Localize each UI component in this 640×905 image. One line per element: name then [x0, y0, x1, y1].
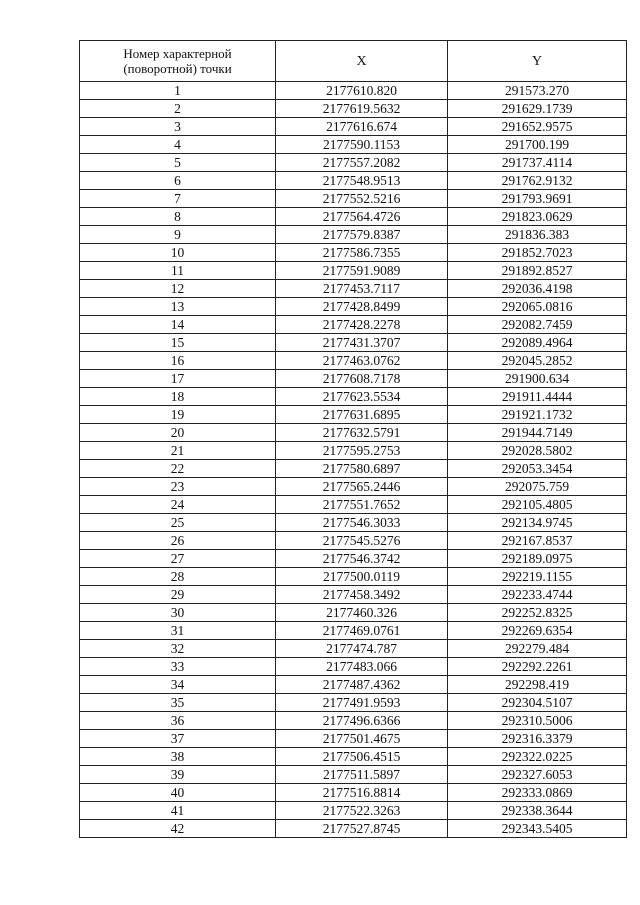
x-coordinate-cell: 2177608.7178 — [276, 370, 448, 388]
y-coordinate-cell: 292028.5802 — [448, 442, 627, 460]
point-number-cell: 31 — [80, 622, 276, 640]
table-row — [80, 100, 627, 118]
point-number-cell: 19 — [80, 406, 276, 424]
y-coordinate-cell: 292338.3644 — [448, 802, 627, 820]
table-row — [80, 172, 627, 190]
table-row — [80, 226, 627, 244]
x-coordinate-cell: 2177551.7652 — [276, 496, 448, 514]
y-coordinate-cell: 292316.3379 — [448, 730, 627, 748]
table-row — [80, 460, 627, 478]
y-coordinate-cell: 292298.419 — [448, 676, 627, 694]
table-row — [80, 640, 627, 658]
y-coordinate-cell: 292089.4964 — [448, 334, 627, 352]
y-coordinate-cell: 292252.8325 — [448, 604, 627, 622]
header-point-line1: Номер характерной — [123, 46, 232, 61]
y-coordinate-cell: 292327.6053 — [448, 766, 627, 784]
y-coordinate-cell: 292189.0975 — [448, 550, 627, 568]
x-coordinate-cell: 2177546.3742 — [276, 550, 448, 568]
x-coordinate-cell: 2177616.674 — [276, 118, 448, 136]
table-row — [80, 676, 627, 694]
x-coordinate-cell: 2177506.4515 — [276, 748, 448, 766]
y-coordinate-cell: 292053.3454 — [448, 460, 627, 478]
y-coordinate-cell: 291762.9132 — [448, 172, 627, 190]
x-coordinate-cell: 2177545.5276 — [276, 532, 448, 550]
y-coordinate-cell: 291836.383 — [448, 226, 627, 244]
point-number-cell: 12 — [80, 280, 276, 298]
y-coordinate-cell: 292310.5006 — [448, 712, 627, 730]
table-row — [80, 154, 627, 172]
x-coordinate-cell: 2177522.3263 — [276, 802, 448, 820]
x-coordinate-cell: 2177496.6366 — [276, 712, 448, 730]
x-coordinate-cell: 2177431.3707 — [276, 334, 448, 352]
x-coordinate-cell: 2177474.787 — [276, 640, 448, 658]
header-x: X — [276, 41, 448, 82]
y-coordinate-cell: 292219.1155 — [448, 568, 627, 586]
table-row — [80, 622, 627, 640]
point-number-cell: 8 — [80, 208, 276, 226]
point-number-cell: 25 — [80, 514, 276, 532]
point-number-cell: 34 — [80, 676, 276, 694]
table-body — [80, 82, 627, 838]
x-coordinate-cell: 2177527.8745 — [276, 820, 448, 838]
x-coordinate-cell: 2177487.4362 — [276, 676, 448, 694]
y-coordinate-cell: 292269.6354 — [448, 622, 627, 640]
y-coordinate-cell: 291892.8527 — [448, 262, 627, 280]
table-row — [80, 658, 627, 676]
x-coordinate-cell: 2177632.5791 — [276, 424, 448, 442]
point-number-cell: 21 — [80, 442, 276, 460]
y-coordinate-cell: 291823.0629 — [448, 208, 627, 226]
table-row — [80, 568, 627, 586]
point-number-cell: 39 — [80, 766, 276, 784]
point-number-cell: 40 — [80, 784, 276, 802]
table-row — [80, 208, 627, 226]
table-row — [80, 514, 627, 532]
x-coordinate-cell: 2177469.0761 — [276, 622, 448, 640]
point-number-cell: 18 — [80, 388, 276, 406]
x-coordinate-cell: 2177595.2753 — [276, 442, 448, 460]
table-row — [80, 442, 627, 460]
table-row — [80, 370, 627, 388]
y-coordinate-cell: 291944.7149 — [448, 424, 627, 442]
x-coordinate-cell: 2177460.326 — [276, 604, 448, 622]
point-number-cell: 17 — [80, 370, 276, 388]
y-coordinate-cell: 291852.7023 — [448, 244, 627, 262]
table-row — [80, 802, 627, 820]
x-coordinate-cell: 2177483.066 — [276, 658, 448, 676]
coordinates-table — [79, 40, 627, 838]
table-row — [80, 82, 627, 100]
x-coordinate-cell: 2177623.5534 — [276, 388, 448, 406]
x-coordinate-cell: 2177565.2446 — [276, 478, 448, 496]
point-number-cell: 37 — [80, 730, 276, 748]
x-coordinate-cell: 2177579.8387 — [276, 226, 448, 244]
point-number-cell: 32 — [80, 640, 276, 658]
x-coordinate-cell: 2177590.1153 — [276, 136, 448, 154]
table-row — [80, 496, 627, 514]
point-number-cell: 28 — [80, 568, 276, 586]
y-coordinate-cell: 292075.759 — [448, 478, 627, 496]
y-coordinate-cell: 292105.4805 — [448, 496, 627, 514]
table-row — [80, 190, 627, 208]
y-coordinate-cell: 291629.1739 — [448, 100, 627, 118]
y-coordinate-cell: 291911.4444 — [448, 388, 627, 406]
y-coordinate-cell: 292322.0225 — [448, 748, 627, 766]
y-coordinate-cell: 292333.0869 — [448, 784, 627, 802]
point-number-cell: 36 — [80, 712, 276, 730]
table-row — [80, 334, 627, 352]
point-number-cell: 16 — [80, 352, 276, 370]
point-number-cell: 33 — [80, 658, 276, 676]
table-row — [80, 298, 627, 316]
table-row — [80, 424, 627, 442]
y-coordinate-cell: 292082.7459 — [448, 316, 627, 334]
x-coordinate-cell: 2177428.2278 — [276, 316, 448, 334]
x-coordinate-cell: 2177500.0119 — [276, 568, 448, 586]
header-point-line2: (поворотной) точки — [123, 61, 232, 76]
y-coordinate-cell: 292045.2852 — [448, 352, 627, 370]
y-coordinate-cell: 292134.9745 — [448, 514, 627, 532]
table-row — [80, 352, 627, 370]
x-coordinate-cell: 2177557.2082 — [276, 154, 448, 172]
point-number-cell: 14 — [80, 316, 276, 334]
y-coordinate-cell: 292233.4744 — [448, 586, 627, 604]
x-coordinate-cell: 2177463.0762 — [276, 352, 448, 370]
y-coordinate-cell: 291573.270 — [448, 82, 627, 100]
point-number-cell: 15 — [80, 334, 276, 352]
x-coordinate-cell: 2177552.5216 — [276, 190, 448, 208]
x-coordinate-cell: 2177631.6895 — [276, 406, 448, 424]
x-coordinate-cell: 2177428.8499 — [276, 298, 448, 316]
y-coordinate-cell: 291737.4114 — [448, 154, 627, 172]
header-point-number — [80, 41, 276, 82]
point-number-cell: 3 — [80, 118, 276, 136]
table-row — [80, 316, 627, 334]
y-coordinate-cell: 292343.5405 — [448, 820, 627, 838]
y-coordinate-cell: 291793.9691 — [448, 190, 627, 208]
y-coordinate-cell: 292065.0816 — [448, 298, 627, 316]
table-row — [80, 586, 627, 604]
x-coordinate-cell: 2177511.5897 — [276, 766, 448, 784]
header-y: Y — [448, 41, 627, 82]
table-row — [80, 532, 627, 550]
point-number-cell: 1 — [80, 82, 276, 100]
x-coordinate-cell: 2177564.4726 — [276, 208, 448, 226]
y-coordinate-cell: 291921.1732 — [448, 406, 627, 424]
table-row — [80, 136, 627, 154]
x-coordinate-cell: 2177548.9513 — [276, 172, 448, 190]
point-number-cell: 38 — [80, 748, 276, 766]
point-number-cell: 13 — [80, 298, 276, 316]
point-number-cell: 2 — [80, 100, 276, 118]
x-coordinate-cell: 2177516.8814 — [276, 784, 448, 802]
x-coordinate-cell: 2177491.9593 — [276, 694, 448, 712]
table-row — [80, 118, 627, 136]
point-number-cell: 35 — [80, 694, 276, 712]
point-number-cell: 29 — [80, 586, 276, 604]
x-coordinate-cell: 2177610.820 — [276, 82, 448, 100]
y-coordinate-cell: 292279.484 — [448, 640, 627, 658]
table-row — [80, 280, 627, 298]
y-coordinate-cell: 291652.9575 — [448, 118, 627, 136]
x-coordinate-cell: 2177501.4675 — [276, 730, 448, 748]
x-coordinate-cell: 2177580.6897 — [276, 460, 448, 478]
x-coordinate-cell: 2177586.7355 — [276, 244, 448, 262]
point-number-cell: 30 — [80, 604, 276, 622]
table-row — [80, 712, 627, 730]
table-row — [80, 730, 627, 748]
table-row — [80, 388, 627, 406]
point-number-cell: 4 — [80, 136, 276, 154]
point-number-cell: 11 — [80, 262, 276, 280]
y-coordinate-cell: 291900.634 — [448, 370, 627, 388]
point-number-cell: 26 — [80, 532, 276, 550]
point-number-cell: 22 — [80, 460, 276, 478]
table-row — [80, 820, 627, 838]
point-number-cell: 41 — [80, 802, 276, 820]
x-coordinate-cell: 2177591.9089 — [276, 262, 448, 280]
y-coordinate-cell: 292292.2261 — [448, 658, 627, 676]
point-number-cell: 20 — [80, 424, 276, 442]
table-row — [80, 784, 627, 802]
x-coordinate-cell: 2177453.7117 — [276, 280, 448, 298]
x-coordinate-cell: 2177619.5632 — [276, 100, 448, 118]
point-number-cell: 27 — [80, 550, 276, 568]
table-row — [80, 748, 627, 766]
table-row — [80, 406, 627, 424]
point-number-cell: 42 — [80, 820, 276, 838]
point-number-cell: 7 — [80, 190, 276, 208]
point-number-cell: 23 — [80, 478, 276, 496]
header-row — [80, 41, 627, 82]
point-number-cell: 6 — [80, 172, 276, 190]
y-coordinate-cell: 291700.199 — [448, 136, 627, 154]
x-coordinate-cell: 2177546.3033 — [276, 514, 448, 532]
table-header — [80, 41, 627, 82]
table-row — [80, 550, 627, 568]
y-coordinate-cell: 292304.5107 — [448, 694, 627, 712]
table-row — [80, 604, 627, 622]
point-number-cell: 5 — [80, 154, 276, 172]
table-row — [80, 694, 627, 712]
table-row — [80, 766, 627, 784]
table-row — [80, 262, 627, 280]
point-number-cell: 10 — [80, 244, 276, 262]
y-coordinate-cell: 292167.8537 — [448, 532, 627, 550]
point-number-cell: 9 — [80, 226, 276, 244]
point-number-cell: 24 — [80, 496, 276, 514]
table-row — [80, 244, 627, 262]
y-coordinate-cell: 292036.4198 — [448, 280, 627, 298]
table-row — [80, 478, 627, 496]
x-coordinate-cell: 2177458.3492 — [276, 586, 448, 604]
